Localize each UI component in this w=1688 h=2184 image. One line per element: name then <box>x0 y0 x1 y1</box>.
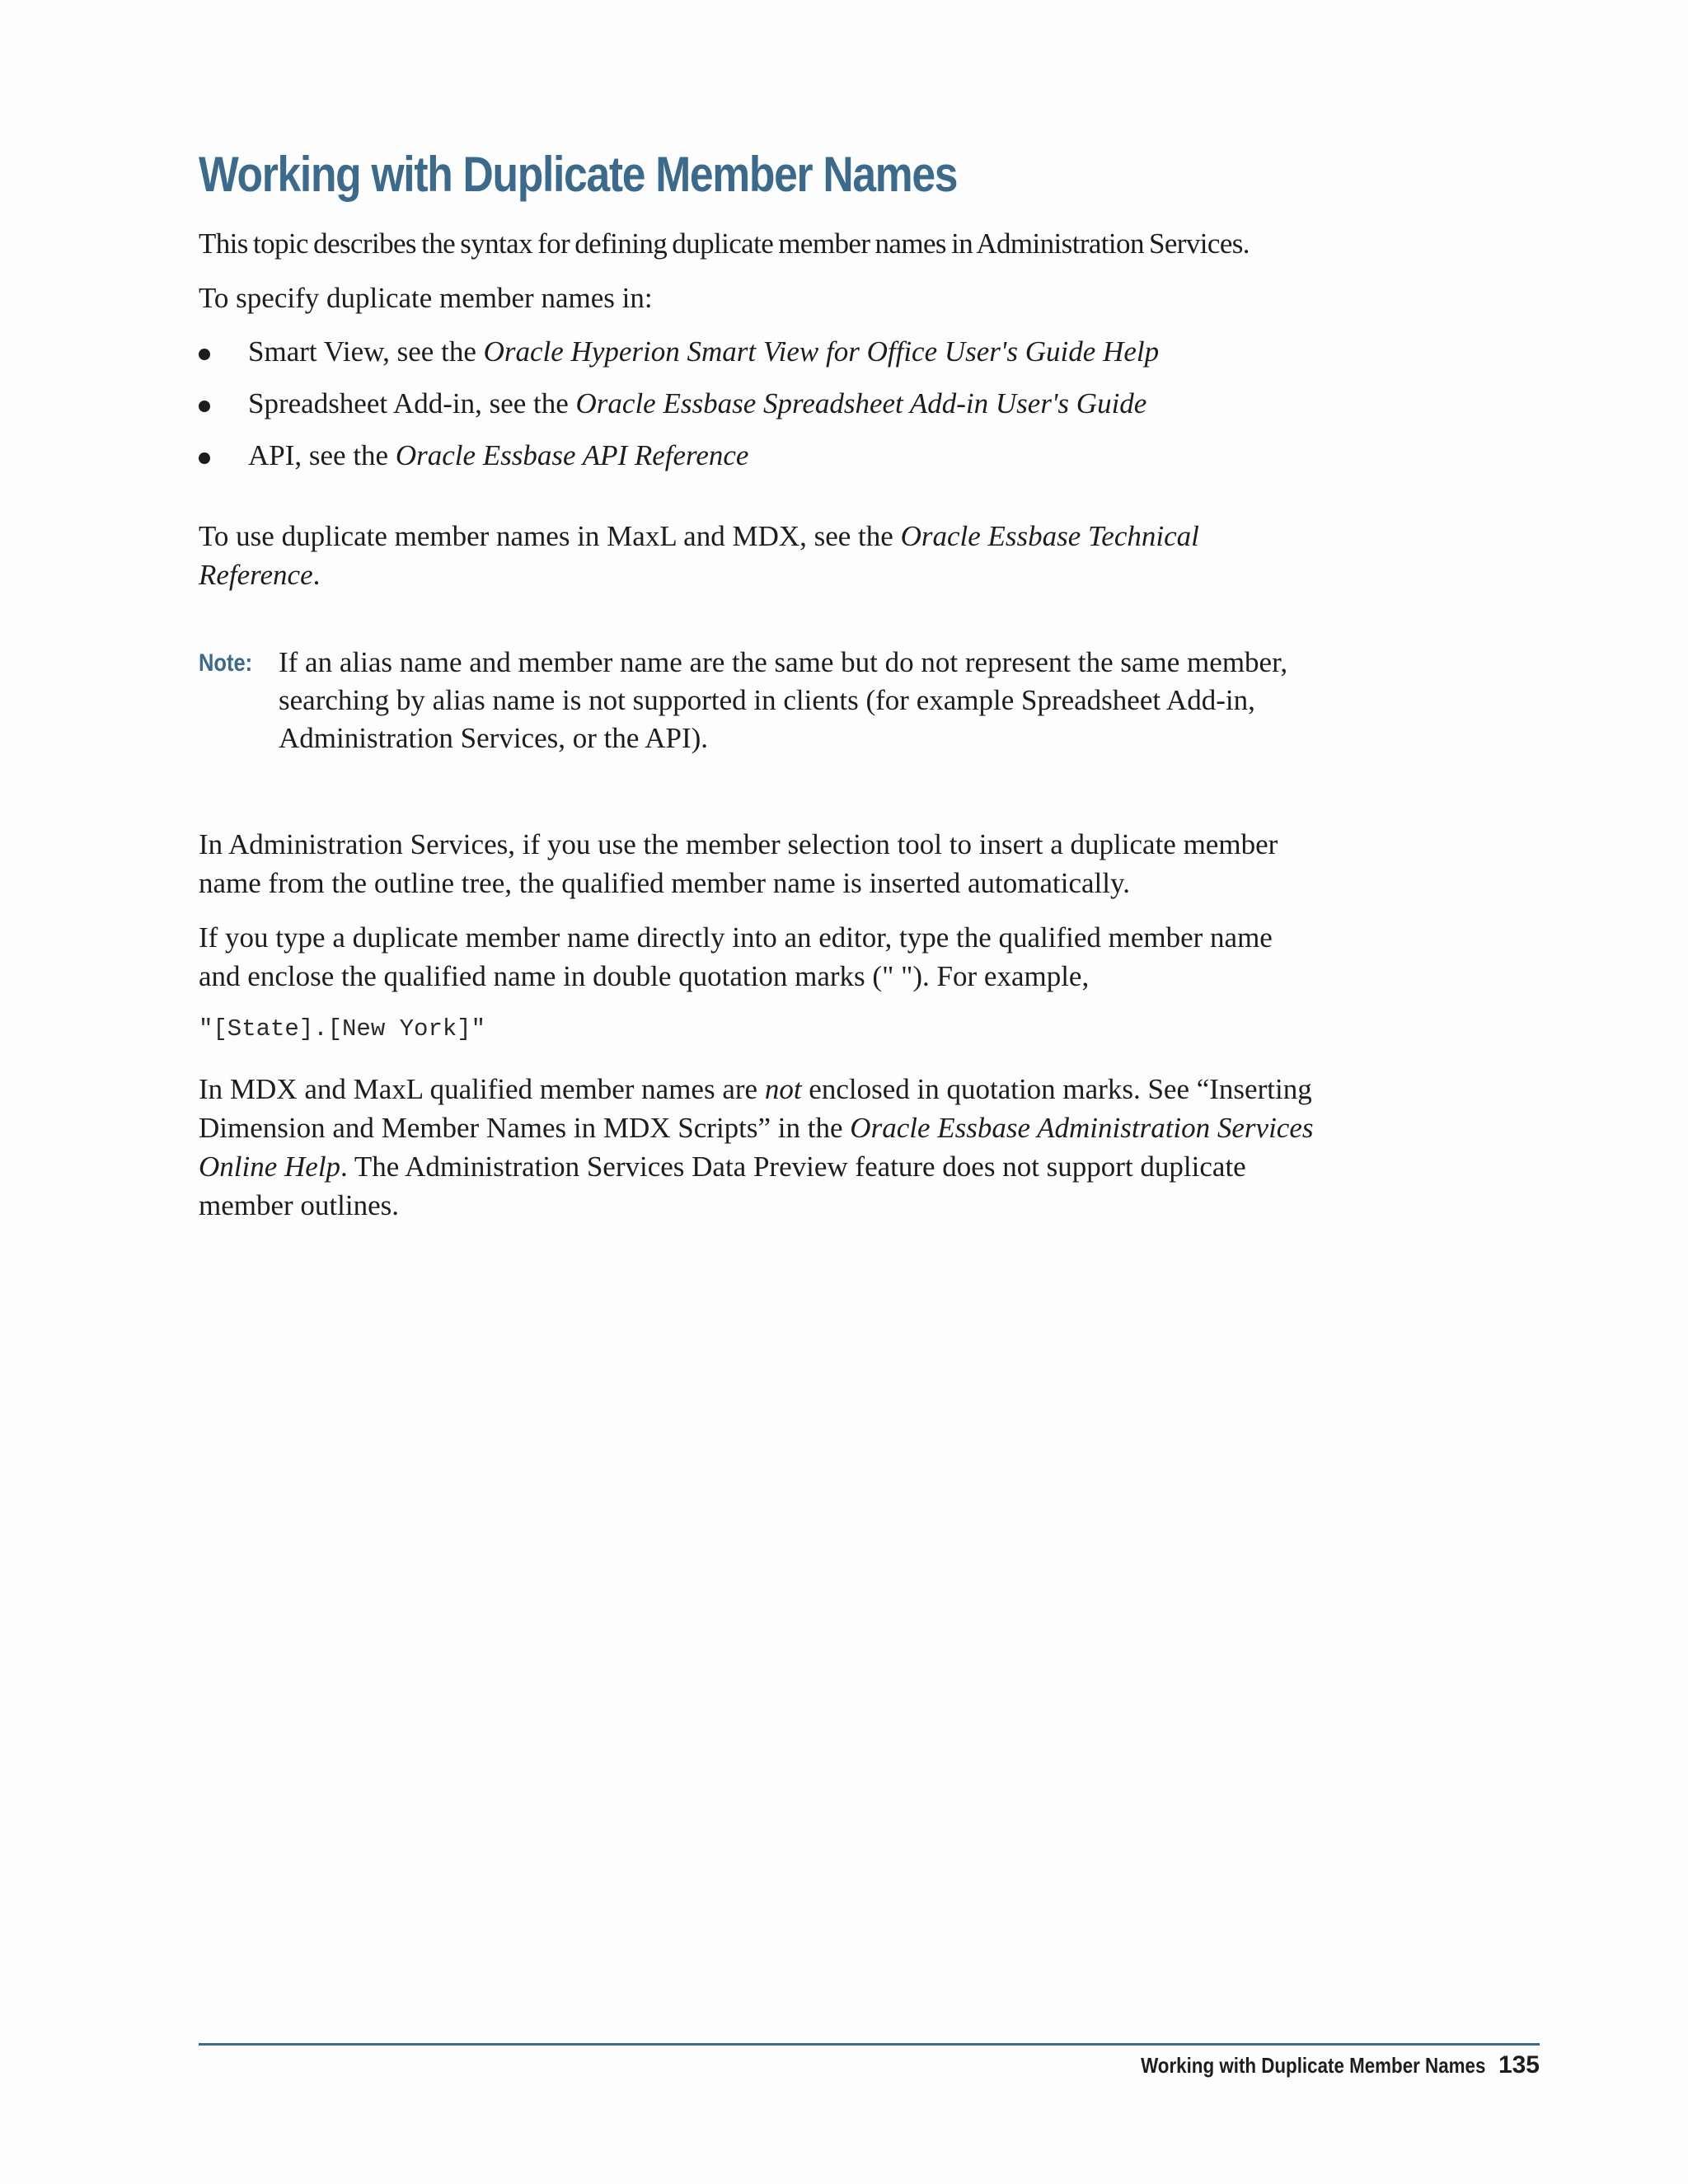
type-qualified-paragraph <box>199 918 1273 996</box>
list-item-title: Oracle Essbase API Reference <box>395 439 749 471</box>
list-item-title: Oracle Essbase Spreadsheet Add-in User's Guide <box>575 387 1147 419</box>
list-item-text <box>248 384 1146 423</box>
list-item-text <box>248 332 1159 371</box>
paragraph-line: If you type a duplicate member name directly into an editor, type the qualified member name <box>199 921 1273 954</box>
page-number: 135 <box>1498 2051 1540 2079</box>
paragraph-line: and enclose the qualified name in double quotation marks (" "). For example, <box>199 960 1090 992</box>
list-item-text <box>248 436 748 475</box>
maxl-text: To use duplicate member names in MaxL and MDX, see the <box>199 520 901 552</box>
reference-title: Oracle Essbase Administration Services <box>850 1112 1314 1144</box>
paragraph-text: In MDX and MaxL qualified member names are <box>199 1073 765 1105</box>
maxl-suffix: . <box>312 559 321 591</box>
maxl-reference-title-cont: Reference <box>199 559 313 591</box>
note-label: Note: <box>199 649 253 677</box>
paragraph-text: Dimension and Member Names in MDX Scripts” in the <box>199 1112 851 1144</box>
page-footer <box>1085 2050 1540 2080</box>
maxl-paragraph <box>199 517 1199 594</box>
paragraph-line: In Administration Services, if you use the member selection tool to insert a duplicate member <box>199 828 1278 860</box>
bullet-icon <box>199 452 210 464</box>
footer-divider <box>199 2043 1540 2046</box>
page-title: Working with Duplicate Member Names <box>199 147 958 202</box>
note-text <box>279 644 1287 757</box>
paragraph-text: member outlines. <box>199 1189 400 1221</box>
list-item-prefix: API, see the <box>248 439 396 471</box>
note-line: If an alias name and member name are the same but do not represent the same member, <box>279 646 1288 678</box>
note-line: Administration Services, or the API). <box>279 722 709 754</box>
paragraph-line: name from the outline tree, the qualified member name is inserted automatically. <box>199 867 1130 899</box>
bullet-icon <box>199 401 210 412</box>
paragraph-text: . The Administration Services Data Preview feature does not support duplicate <box>340 1151 1246 1183</box>
mdx-paragraph <box>199 1070 1314 1225</box>
reference-title: Online Help <box>199 1151 341 1183</box>
code-example: "[State].[New York]" <box>199 1015 486 1043</box>
list-item-prefix: Spreadsheet Add-in, see the <box>248 387 576 419</box>
paragraph-text: enclosed in quotation marks. See “Inserting <box>801 1073 1312 1105</box>
footer-title: Working with Duplicate Member Names <box>1140 2053 1485 2078</box>
list-item-prefix: Smart View, see the <box>248 335 484 368</box>
note-line: searching by alias name is not supported in clients (for example Spreadsheet Add-in, <box>279 684 1255 716</box>
emphasis-text: not <box>764 1073 802 1105</box>
specify-paragraph: To specify duplicate member names in: <box>199 282 653 314</box>
bullet-icon <box>199 349 210 360</box>
intro-paragraph: This topic describes the syntax for defining duplicate member names in Administration Services. <box>199 227 1250 260</box>
list-item-title: Oracle Hyperion Smart View for Office User's Guide Help <box>483 335 1160 368</box>
admin-services-paragraph <box>199 825 1278 902</box>
maxl-reference-title: Oracle Essbase Technical <box>900 520 1199 552</box>
